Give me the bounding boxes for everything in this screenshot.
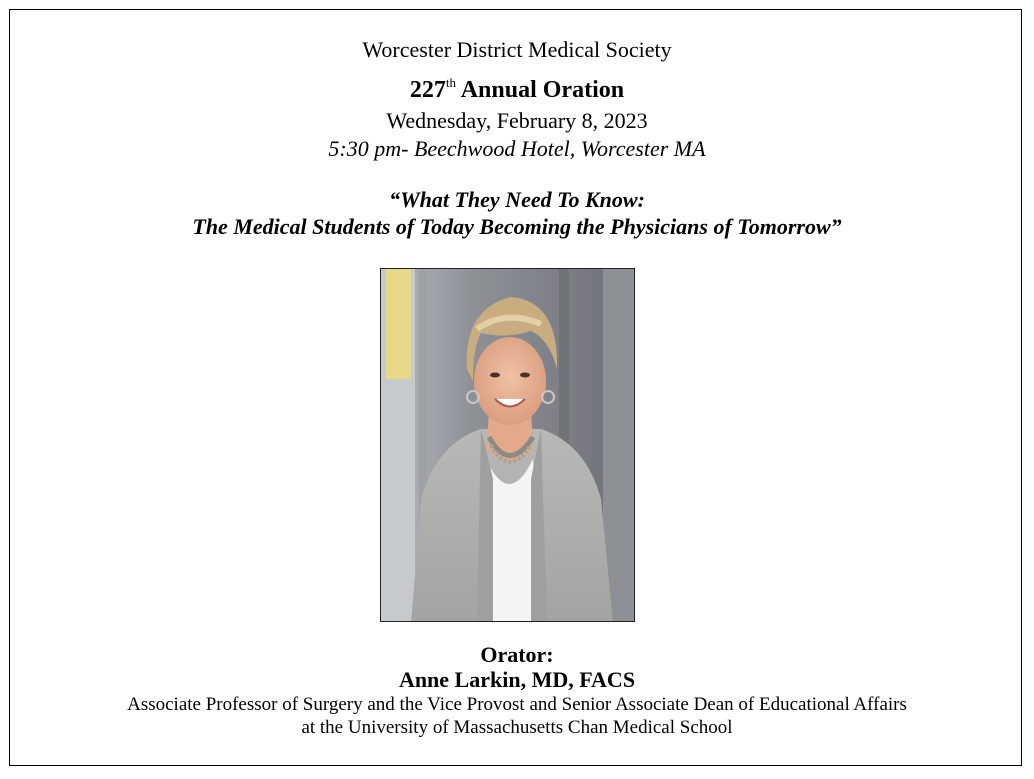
society-name: Worcester District Medical Society <box>362 37 672 62</box>
oration-suffix: th <box>445 75 457 90</box>
orator-affiliation-line1: Associate Professor of Surgery and the Vice Provost and Senior Associate Dean of Educational Affairs <box>127 694 907 715</box>
portrait-photo-icon <box>381 269 635 622</box>
event-date: Wednesday, February 8, 2023 <box>386 108 648 133</box>
talk-title-line1: “What They Need To Know: <box>389 187 645 212</box>
talk-title-line2: The Medical Students of Today Becoming the Physicians of Tomorrow” <box>192 214 842 239</box>
orator-portrait <box>380 268 635 622</box>
oration-title: Annual Oration <box>460 77 625 103</box>
orator-name: Anne Larkin, MD, FACS <box>398 667 636 692</box>
orator-affiliation-line2: at the University of Massachusetts Chan Medical School <box>301 717 733 738</box>
event-time-place: 5:30 pm- Beechwood Hotel, Worcester MA <box>328 136 706 161</box>
oration-heading <box>0 77 1034 104</box>
orator-label: Orator: <box>480 642 554 667</box>
oration-number: 227 <box>409 77 446 103</box>
